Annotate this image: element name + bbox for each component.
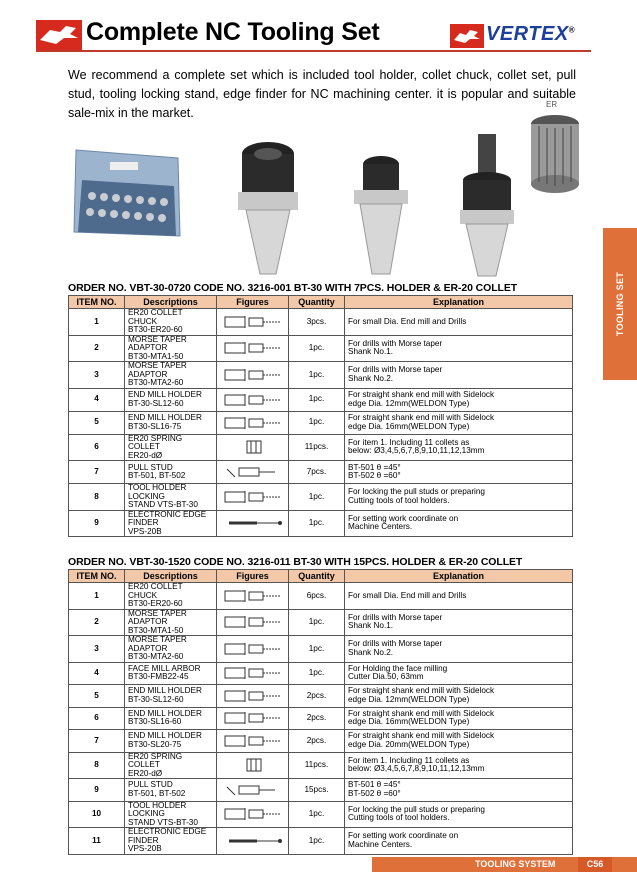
explanation-line-2: Shank No.2. [348, 647, 394, 657]
item-figure [217, 434, 289, 461]
item-number: 2 [69, 335, 125, 362]
description-model: BT30-MTA2-60 [128, 378, 184, 387]
item-number: 3 [69, 362, 125, 389]
table-row [69, 636, 573, 663]
item-number: 4 [69, 388, 125, 411]
item-description [125, 510, 217, 537]
item-explanation [345, 636, 573, 663]
item-explanation [345, 609, 573, 636]
tool-drawing-icon [217, 805, 288, 823]
item-figure [217, 510, 289, 537]
morse-taper-adaptor-photo [348, 150, 414, 280]
item-quantity: 1pc. [289, 411, 345, 434]
column-header: Descriptions [125, 296, 217, 309]
tool-drawing-icon [217, 391, 288, 409]
item-description [125, 335, 217, 362]
table-row [69, 362, 573, 389]
item-description [125, 388, 217, 411]
item-number: 8 [69, 484, 125, 511]
tool-drawing-icon [217, 339, 288, 357]
column-header: Descriptions [125, 570, 217, 583]
description-model: BT-30-SL12-60 [128, 694, 184, 704]
table-row [69, 484, 573, 511]
item-explanation [345, 362, 573, 389]
explanation-line-1: For small Dia. End mill and Drills [348, 590, 467, 600]
description-name: MORSE TAPER ADAPTOR [128, 635, 187, 653]
tool-drawing-icon [217, 640, 288, 658]
tool-drawing-icon [217, 756, 288, 774]
item-number: 9 [69, 779, 125, 802]
item-figure [217, 583, 289, 610]
order-line-set2: ORDER NO. VBT-30-1520 CODE NO. 3216-011 BT-30 WITH 15PCS. HOLDER & ER-20 COLLET [68, 556, 523, 568]
table-row [69, 801, 573, 828]
explanation-line-1: For straight shank end mill with Sidelock [348, 413, 495, 422]
explanation-line-1: For drills with Morse taper [348, 612, 443, 622]
table-row [69, 609, 573, 636]
end-mill-holder-photo [456, 130, 518, 280]
tool-drawing-icon [217, 832, 288, 850]
item-explanation [345, 388, 573, 411]
description-model: BT30-SL20-75 [128, 739, 182, 749]
tool-drawing-icon [217, 414, 288, 432]
description-name: TOOL HOLDER LOCKING [128, 483, 187, 501]
table-row [69, 411, 573, 434]
description-name: PULL STUD [128, 780, 173, 790]
item-quantity: 2pcs. [289, 707, 345, 730]
item-figure [217, 707, 289, 730]
item-quantity: 1pc. [289, 510, 345, 537]
item-explanation [345, 510, 573, 537]
tool-drawing-icon [217, 732, 288, 750]
table-row [69, 388, 573, 411]
tool-drawing-icon [217, 463, 288, 481]
table-row [69, 779, 573, 802]
item-figure [217, 461, 289, 484]
item-description [125, 636, 217, 663]
item-number: 7 [69, 730, 125, 753]
tool-drawing-icon [217, 664, 288, 682]
item-explanation [345, 461, 573, 484]
description-model: BT30-ER20-60 [128, 599, 183, 608]
explanation-line-1: BT-501 θ =45° [348, 462, 401, 472]
item-number: 3 [69, 636, 125, 663]
explanation-line-1: For setting work coordinate on [348, 513, 459, 523]
explanation-line-2: BT-502 θ =60° [348, 471, 401, 480]
table-row [69, 752, 573, 779]
explanation-line-1: For straight shank end mill with Sidelock [348, 708, 495, 718]
item-quantity: 1pc. [289, 636, 345, 663]
item-description [125, 583, 217, 610]
explanation-line-1: For drills with Morse taper [348, 639, 443, 649]
footer-section: TOOLING SYSTEM [475, 859, 556, 869]
description-name: TOOL HOLDER LOCKING [128, 800, 187, 818]
tool-case-photo [68, 140, 188, 260]
explanation-line-1: For setting work coordinate on [348, 831, 459, 841]
tool-drawing-icon [217, 366, 288, 384]
item-number: 2 [69, 609, 125, 636]
item-description [125, 779, 217, 802]
item-figure [217, 730, 289, 753]
description-model: ER20-dØ [128, 768, 163, 778]
explanation-line-1: For Holding the face milling [348, 663, 448, 673]
explanation-line-2: Shank No.1. [348, 347, 394, 357]
item-description [125, 828, 217, 855]
explanation-line-2: Cutting tools of tool holders. [348, 495, 450, 505]
item-description [125, 707, 217, 730]
description-name: END MILL HOLDER [128, 390, 202, 399]
item-explanation [345, 752, 573, 779]
order-line-set1: ORDER NO. VBT-30-0720 CODE NO. 3216-001 BT-30 WITH 7PCS. HOLDER & ER-20 COLLET [68, 282, 518, 294]
description-model: BT30-SL16-75 [128, 421, 182, 431]
tooling-table-set2 [68, 569, 573, 855]
item-number: 6 [69, 434, 125, 461]
item-quantity: 1pc. [289, 662, 345, 685]
brand-name: VERTEX® [486, 23, 576, 45]
item-number: 1 [69, 583, 125, 610]
item-figure [217, 484, 289, 511]
tool-drawing-icon [217, 709, 288, 727]
column-header: Figures [217, 570, 289, 583]
explanation-line-2: BT-502 θ =60° [348, 788, 401, 798]
item-explanation [345, 801, 573, 828]
explanation-line-2: Shank No.2. [348, 373, 394, 383]
table-row [69, 828, 573, 855]
explanation-line-1: For item 1. Including 11 collets as [348, 437, 470, 447]
description-name: MORSE TAPER ADAPTOR [128, 608, 187, 626]
collet-chuck-holder-photo [232, 132, 304, 282]
column-header: Quantity [289, 296, 345, 309]
item-description [125, 801, 217, 828]
item-quantity: 3pcs. [289, 309, 345, 336]
column-header: Explanation [345, 570, 573, 583]
table-row [69, 461, 573, 484]
description-model: BT30-ER20-60 [128, 325, 183, 334]
item-quantity: 7pcs. [289, 461, 345, 484]
item-explanation [345, 662, 573, 685]
title-underline [36, 50, 591, 52]
description-name: MORSE TAPER ADAPTOR [128, 361, 187, 379]
item-quantity: 11pcs. [289, 752, 345, 779]
item-explanation [345, 685, 573, 708]
description-name: ER20 SPRING COLLET [128, 433, 183, 451]
page-number: C56 [578, 857, 612, 872]
item-number: 5 [69, 411, 125, 434]
description-model: BT30-SL16-60 [128, 717, 182, 727]
table-row [69, 510, 573, 537]
tooling-table-set1 [68, 295, 573, 537]
item-number: 4 [69, 662, 125, 685]
explanation-line-2: Shank No.1. [348, 621, 394, 631]
item-quantity: 15pcs. [289, 779, 345, 802]
item-explanation [345, 779, 573, 802]
item-figure [217, 801, 289, 828]
item-explanation [345, 828, 573, 855]
item-figure [217, 362, 289, 389]
explanation-line-2: Machine Centers. [348, 839, 413, 849]
item-quantity: 1pc. [289, 362, 345, 389]
item-number: 11 [69, 828, 125, 855]
item-explanation [345, 730, 573, 753]
explanation-line-2: Cutting tools of tool holders. [348, 813, 450, 823]
item-description [125, 411, 217, 434]
description-name: ELECTRONIC EDGE FINDER [128, 509, 207, 527]
er-collet-photo [526, 110, 584, 198]
explanation-line-2: Machine Centers. [348, 522, 413, 532]
description-model: VPS-20B [128, 526, 162, 536]
explanation-line-1: For drills with Morse taper [348, 338, 443, 348]
item-description [125, 662, 217, 685]
description-model: BT30-MTA2-60 [128, 652, 184, 661]
explanation-line-1: For drills with Morse taper [348, 365, 443, 375]
eagle-logo-icon [36, 20, 82, 50]
item-figure [217, 309, 289, 336]
description-name: ELECTRONIC EDGE FINDER [128, 827, 207, 845]
description-model: ER20-dØ [128, 450, 163, 460]
intro-paragraph: We recommend a complete set which is included tool holder, collet chuck, collet set, pull stud, tooling locking stand, edge finder for NC machining center. it is popular and suitable sale-mix in the market. [68, 68, 576, 120]
item-description [125, 752, 217, 779]
table-row [69, 662, 573, 685]
explanation-line-1: For item 1. Including 11 collets as [348, 755, 470, 765]
description-model: VPS-20B [128, 844, 162, 853]
item-number: 10 [69, 801, 125, 828]
explanation-line-2: below: Ø3,4,5,6,7,8,9,10,11,12,13mm [348, 764, 485, 774]
item-explanation [345, 335, 573, 362]
item-number: 7 [69, 461, 125, 484]
description-model: BT-30-SL12-60 [128, 398, 184, 408]
tool-drawing-icon [217, 613, 288, 631]
description-name: PULL STUD [128, 462, 173, 472]
description-model: STAND VTS-BT-30 [128, 817, 198, 827]
item-description [125, 362, 217, 389]
item-explanation [345, 411, 573, 434]
description-model: STAND VTS-BT-30 [128, 500, 198, 509]
item-figure [217, 388, 289, 411]
description-name: END MILL HOLDER [128, 413, 202, 422]
item-description [125, 309, 217, 336]
description-model: BT-501, BT-502 [128, 471, 186, 480]
item-number: 9 [69, 510, 125, 537]
item-explanation [345, 484, 573, 511]
column-header: Explanation [345, 296, 573, 309]
item-quantity: 1pc. [289, 484, 345, 511]
er-label: ER [546, 100, 558, 109]
tool-drawing-icon [217, 587, 288, 605]
item-number: 1 [69, 309, 125, 336]
table-row [69, 730, 573, 753]
table-row [69, 434, 573, 461]
description-name: END MILL HOLDER [128, 731, 202, 741]
explanation-line-2: edge Dia. 12mm(WELDON Type) [348, 398, 470, 408]
tool-drawing-icon [217, 514, 288, 532]
description-name: END MILL HOLDER [128, 708, 202, 718]
description-model: BT30-MTA1-50 [128, 625, 184, 635]
item-quantity: 1pc. [289, 335, 345, 362]
item-figure [217, 609, 289, 636]
item-figure [217, 685, 289, 708]
tool-drawing-icon [217, 488, 288, 506]
item-figure [217, 411, 289, 434]
item-description [125, 484, 217, 511]
page-title: Complete NC Tooling Set [86, 18, 380, 46]
column-header: Figures [217, 296, 289, 309]
description-name: ER20 COLLET CHUCK [128, 308, 183, 326]
item-explanation [345, 707, 573, 730]
item-figure [217, 335, 289, 362]
item-quantity: 2pcs. [289, 685, 345, 708]
explanation-line-2: edge Dia. 16mm(WELDON Type) [348, 421, 470, 431]
explanation-line-1: For straight shank end mill with Sidelock [348, 731, 495, 741]
column-header: ITEM NO. [69, 296, 125, 309]
column-header: ITEM NO. [69, 570, 125, 583]
description-model: BT-501, BT-502 [128, 788, 186, 798]
item-figure [217, 636, 289, 663]
item-number: 5 [69, 685, 125, 708]
explanation-line-2: edge Dia. 12mm(WELDON Type) [348, 694, 470, 704]
item-explanation [345, 434, 573, 461]
item-number: 6 [69, 707, 125, 730]
item-quantity: 2pcs. [289, 730, 345, 753]
description-name: END MILL HOLDER [128, 686, 202, 696]
explanation-line-1: For locking the pull studs or preparing [348, 487, 485, 497]
explanation-line-1: BT-501 θ =45° [348, 780, 401, 790]
item-description [125, 685, 217, 708]
explanation-line-2: edge Dia. 16mm(WELDON Type) [348, 717, 470, 727]
table-row [69, 309, 573, 336]
item-quantity: 1pc. [289, 609, 345, 636]
tool-drawing-icon [217, 687, 288, 705]
explanation-line-2: edge Dia. 20mm(WELDON Type) [348, 739, 470, 749]
description-name: ER20 SPRING COLLET [128, 751, 183, 769]
explanation-line-1: For straight shank end mill with Sidelock [348, 390, 495, 399]
item-quantity: 11pcs. [289, 434, 345, 461]
description-name: FACE MILL ARBOR [128, 663, 201, 673]
explanation-line-2: below: Ø3,4,5,6,7,8,9,10,11,12,13mm [348, 446, 485, 456]
description-name: MORSE TAPER ADAPTOR [128, 334, 187, 352]
item-quantity: 1pc. [289, 801, 345, 828]
item-figure [217, 752, 289, 779]
explanation-line-1: For straight shank end mill with Sidelock [348, 686, 495, 696]
explanation-line-1: For locking the pull studs or preparing [348, 804, 485, 814]
item-number: 8 [69, 752, 125, 779]
item-description [125, 609, 217, 636]
table-row [69, 335, 573, 362]
description-model: BT30-FMB22-45 [128, 672, 189, 682]
table-row [69, 707, 573, 730]
item-explanation [345, 583, 573, 610]
item-description [125, 461, 217, 484]
column-header: Quantity [289, 570, 345, 583]
table-row [69, 685, 573, 708]
table-row [69, 583, 573, 610]
item-figure [217, 779, 289, 802]
item-description [125, 434, 217, 461]
item-figure [217, 828, 289, 855]
item-quantity: 1pc. [289, 828, 345, 855]
item-description [125, 730, 217, 753]
description-name: ER20 COLLET CHUCK [128, 582, 183, 600]
explanation-line-1: For small Dia. End mill and Drills [348, 316, 467, 326]
tool-drawing-icon [217, 781, 288, 799]
item-explanation [345, 309, 573, 336]
explanation-line-2: Cutter Dia.50, 63mm [348, 672, 424, 682]
tool-drawing-icon [217, 313, 288, 331]
side-section-tab: TOOLING SET [603, 228, 637, 380]
tool-drawing-icon [217, 438, 288, 456]
item-quantity: 1pc. [289, 388, 345, 411]
item-quantity: 6pcs. [289, 583, 345, 610]
description-model: BT30-MTA1-50 [128, 351, 184, 361]
item-figure [217, 662, 289, 685]
